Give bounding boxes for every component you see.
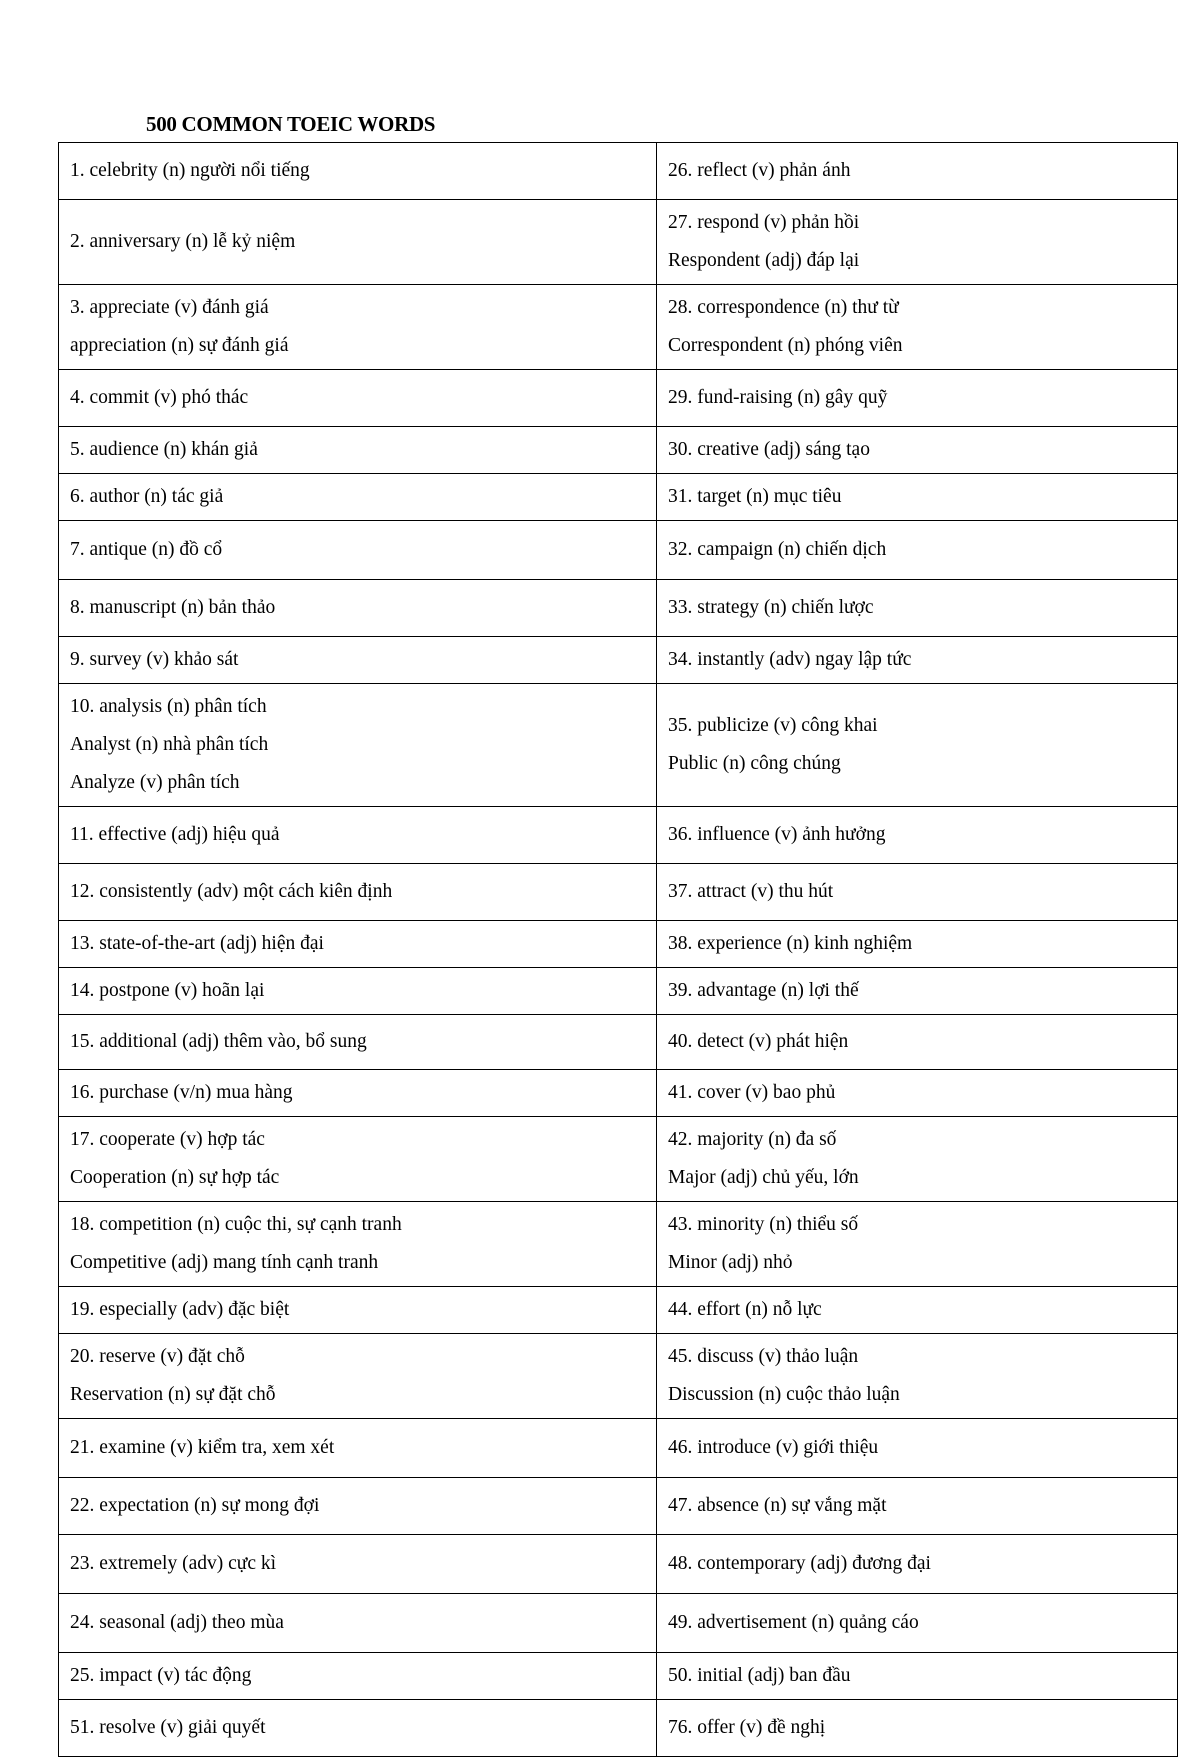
vocab-cell-left (59, 1700, 657, 1757)
vocab-entry: Discussion (n) cuộc thảo luận (668, 1384, 900, 1405)
vocab-entry: Minor (adj) nhỏ (668, 1252, 793, 1273)
vocab-entry: 28. correspondence (n) thư từ (668, 297, 899, 318)
vocab-entry: 3. appreciate (v) đánh giá (70, 297, 269, 318)
table-row (59, 427, 1178, 474)
table-row (59, 637, 1178, 684)
vocab-entry: 33. strategy (n) chiến lược (668, 597, 874, 618)
vocab-entry: 2. anniversary (n) lễ kỷ niệm (70, 231, 296, 252)
vocab-entry: Reservation (n) sự đặt chỗ (70, 1384, 276, 1405)
vocab-cell-right (657, 1334, 1178, 1419)
vocab-entry: 6. author (n) tác giả (70, 486, 224, 507)
vocab-cell-left (59, 521, 657, 580)
vocab-entry: 5. audience (n) khán giả (70, 439, 258, 460)
vocab-cell-left (59, 807, 657, 864)
vocab-cell-right (657, 1419, 1178, 1478)
table-row (59, 1015, 1178, 1070)
vocab-entry: 22. expectation (n) sự mong đợi (70, 1495, 320, 1516)
vocab-cell-left (59, 143, 657, 200)
vocab-entry: 11. effective (adj) hiệu quả (70, 824, 280, 845)
table-row (59, 1594, 1178, 1653)
table-row (59, 968, 1178, 1015)
vocab-cell-left (59, 200, 657, 285)
vocab-cell-right (657, 143, 1178, 200)
vocab-entry: 50. initial (adj) ban đầu (668, 1665, 851, 1686)
table-row (59, 1419, 1178, 1478)
vocab-entry: 8. manuscript (n) bản thảo (70, 597, 276, 618)
vocab-entry: 27. respond (v) phản hồi (668, 212, 860, 233)
vocab-entry: Analyze (v) phân tích (70, 772, 240, 793)
vocab-cell-right (657, 1478, 1178, 1535)
table-row (59, 807, 1178, 864)
vocab-cell-left (59, 1117, 657, 1202)
table-row (59, 1202, 1178, 1287)
vocab-entry: 46. introduce (v) giới thiệu (668, 1437, 879, 1458)
vocab-cell-left (59, 1334, 657, 1419)
vocab-cell-right (657, 521, 1178, 580)
vocab-entry: 41. cover (v) bao phủ (668, 1082, 836, 1103)
table-row (59, 1334, 1178, 1419)
vocab-entry: 35. publicize (v) công khai (668, 715, 878, 736)
vocab-entry: 23. extremely (adv) cực kì (70, 1553, 277, 1574)
vocab-entry: 7. antique (n) đồ cổ (70, 539, 223, 560)
vocab-cell-left (59, 474, 657, 521)
vocab-cell-right (657, 1070, 1178, 1117)
vocab-entry: 51. resolve (v) giải quyết (70, 1717, 266, 1738)
vocab-cell-right (657, 580, 1178, 637)
vocab-entry: 49. advertisement (n) quảng cáo (668, 1612, 919, 1633)
vocab-entry: 24. seasonal (adj) theo mùa (70, 1612, 284, 1633)
vocab-entry: 18. competition (n) cuộc thi, sự cạnh tranh (70, 1214, 402, 1235)
vocab-entry: 32. campaign (n) chiến dịch (668, 539, 887, 560)
vocab-entry: appreciation (n) sự đánh giá (70, 335, 289, 356)
vocab-entry: 40. detect (v) phát hiện (668, 1031, 849, 1052)
vocab-entry: 13. state-of-the-art (adj) hiện đại (70, 933, 324, 954)
vocab-cell-right (657, 1653, 1178, 1700)
vocab-cell-right (657, 637, 1178, 684)
vocab-entry: 25. impact (v) tác động (70, 1665, 252, 1686)
table-row (59, 1070, 1178, 1117)
table-row (59, 1535, 1178, 1594)
vocab-cell-left (59, 637, 657, 684)
vocab-entry: 4. commit (v) phó thác (70, 387, 249, 408)
vocab-entry: 30. creative (adj) sáng tạo (668, 439, 870, 460)
vocab-entry: 9. survey (v) khảo sát (70, 649, 239, 670)
vocab-entry: Public (n) công chúng (668, 753, 841, 774)
table-row (59, 285, 1178, 370)
vocab-entry: 44. effort (n) nỗ lực (668, 1299, 822, 1320)
vocab-entry: Major (adj) chủ yếu, lớn (668, 1167, 859, 1188)
vocab-entry: 42. majority (n) đa số (668, 1129, 837, 1150)
vocab-cell-right (657, 1287, 1178, 1334)
vocab-cell-left (59, 580, 657, 637)
vocab-cell-right (657, 285, 1178, 370)
vocab-entry: 76. offer (v) đề nghị (668, 1717, 826, 1738)
vocab-entry: 29. fund-raising (n) gây quỹ (668, 387, 888, 408)
vocab-entry: 37. attract (v) thu hút (668, 881, 834, 902)
table-row (59, 1700, 1178, 1757)
vocab-cell-right (657, 1594, 1178, 1653)
vocab-cell-left (59, 1202, 657, 1287)
vocab-cell-left (59, 1594, 657, 1653)
vocab-entry: 12. consistently (adv) một cách kiên định (70, 881, 393, 902)
vocab-cell-right (657, 427, 1178, 474)
table-row (59, 1478, 1178, 1535)
vocab-entry: Respondent (adj) đáp lại (668, 250, 860, 271)
vocabulary-table-body (59, 143, 1178, 1757)
vocab-cell-right (657, 1015, 1178, 1070)
vocab-cell-left (59, 1419, 657, 1478)
vocab-cell-left (59, 285, 657, 370)
vocab-entry: 47. absence (n) sự vắng mặt (668, 1495, 887, 1516)
vocab-entry: 14. postpone (v) hoãn lại (70, 980, 265, 1001)
vocab-cell-left (59, 1478, 657, 1535)
vocab-cell-right (657, 1700, 1178, 1757)
table-row (59, 580, 1178, 637)
table-row (59, 864, 1178, 921)
table-row (59, 1117, 1178, 1202)
vocab-cell-right (657, 921, 1178, 968)
table-row (59, 1653, 1178, 1700)
table-row (59, 200, 1178, 285)
vocab-cell-left (59, 427, 657, 474)
table-row (59, 474, 1178, 521)
vocab-entry: 38. experience (n) kinh nghiệm (668, 933, 913, 954)
vocab-entry: 1. celebrity (n) người nổi tiếng (70, 160, 310, 181)
vocab-entry: 43. minority (n) thiểu số (668, 1214, 859, 1235)
vocab-entry: 20. reserve (v) đặt chỗ (70, 1346, 245, 1367)
vocab-entry: 36. influence (v) ảnh hưởng (668, 824, 886, 845)
vocab-cell-left (59, 1653, 657, 1700)
table-row (59, 1287, 1178, 1334)
vocab-cell-left (59, 921, 657, 968)
vocab-cell-left (59, 864, 657, 921)
page-title: 500 COMMON TOEIC WORDS (146, 112, 436, 136)
vocab-cell-right (657, 1535, 1178, 1594)
vocab-entry: Analyst (n) nhà phân tích (70, 734, 269, 755)
vocab-entry: 19. especially (adv) đặc biệt (70, 1299, 290, 1320)
vocab-entry: 45. discuss (v) thảo luận (668, 1346, 859, 1367)
vocab-cell-left (59, 1287, 657, 1334)
vocab-cell-left (59, 370, 657, 427)
table-row (59, 684, 1178, 807)
vocab-cell-left (59, 684, 657, 807)
vocab-entry: 48. contemporary (adj) đương đại (668, 1553, 931, 1574)
vocab-cell-right (657, 1117, 1178, 1202)
vocab-cell-right (657, 1202, 1178, 1287)
vocabulary-table (58, 142, 1178, 1757)
table-row (59, 370, 1178, 427)
vocab-entry: 10. analysis (n) phân tích (70, 696, 267, 717)
vocab-cell-right (657, 968, 1178, 1015)
vocab-cell-right (657, 200, 1178, 285)
vocab-cell-right (657, 474, 1178, 521)
vocab-entry: Correspondent (n) phóng viên (668, 335, 903, 356)
vocab-entry: 15. additional (adj) thêm vào, bổ sung (70, 1031, 367, 1052)
vocab-entry: 39. advantage (n) lợi thế (668, 980, 859, 1001)
vocab-entry: 17. cooperate (v) hợp tác (70, 1129, 265, 1150)
vocab-entry: 34. instantly (adv) ngay lập tức (668, 649, 912, 670)
vocab-cell-left (59, 968, 657, 1015)
vocab-cell-left (59, 1070, 657, 1117)
vocab-entry: 26. reflect (v) phản ánh (668, 160, 851, 181)
vocab-entry: 16. purchase (v/n) mua hàng (70, 1082, 293, 1103)
vocab-entry: Cooperation (n) sự hợp tác (70, 1167, 280, 1188)
vocab-cell-left (59, 1015, 657, 1070)
vocab-entry: 21. examine (v) kiểm tra, xem xét (70, 1437, 335, 1458)
vocab-cell-right (657, 864, 1178, 921)
vocab-cell-right (657, 684, 1178, 807)
vocab-cell-right (657, 807, 1178, 864)
table-row (59, 921, 1178, 968)
vocab-entry: Competitive (adj) mang tính cạnh tranh (70, 1252, 379, 1273)
vocab-entry: 31. target (n) mục tiêu (668, 486, 842, 507)
vocab-cell-left (59, 1535, 657, 1594)
table-row (59, 521, 1178, 580)
vocab-cell-right (657, 370, 1178, 427)
table-row (59, 143, 1178, 200)
